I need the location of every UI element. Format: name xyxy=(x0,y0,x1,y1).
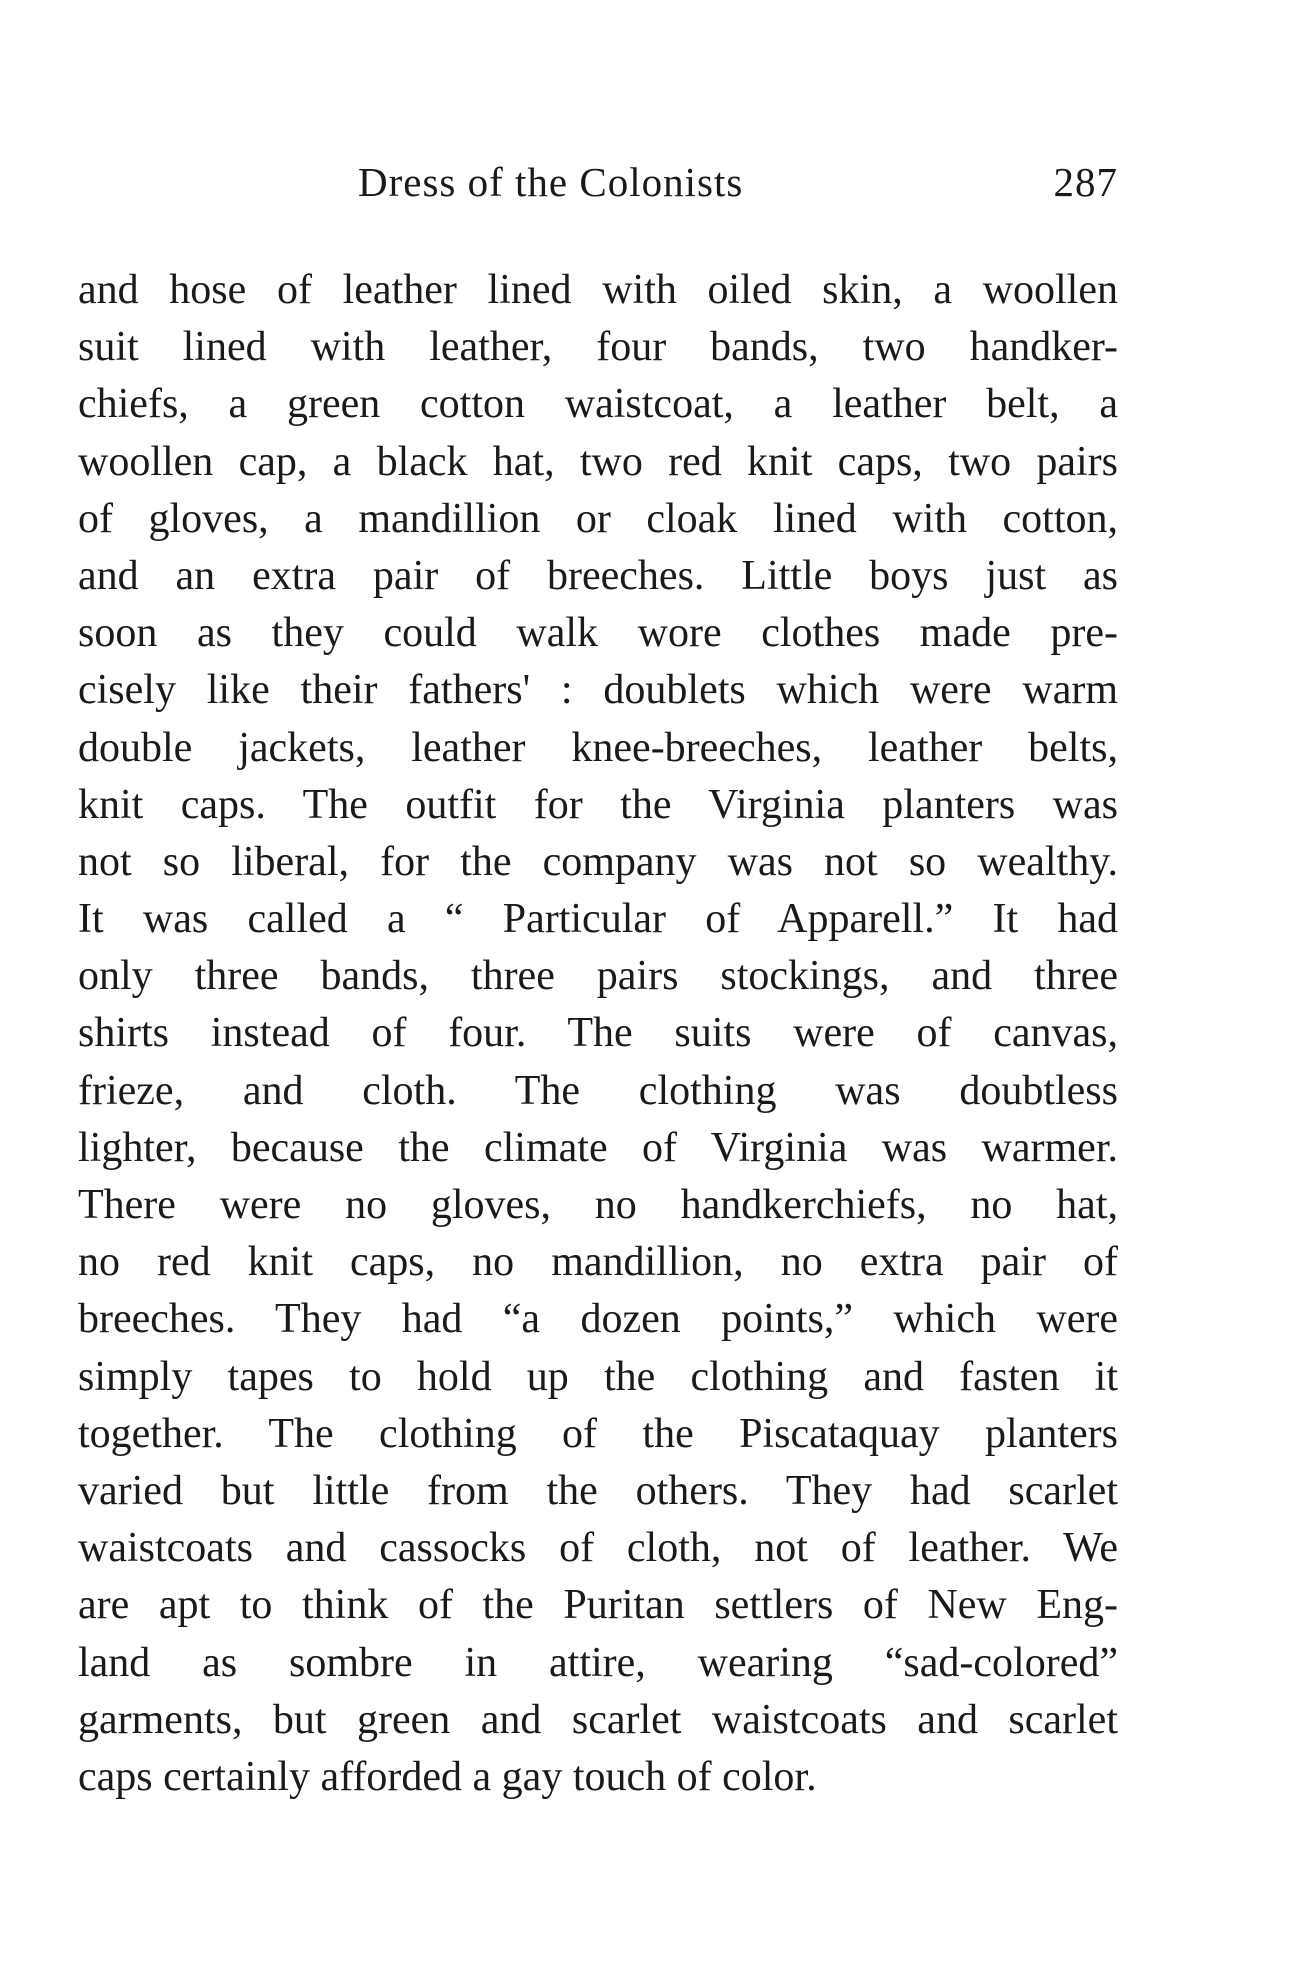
text-line: knit caps. The outfit for the Virginia planters was xyxy=(78,781,1118,828)
text-line: lighter, because the climate of Virginia was warmer. xyxy=(78,1124,1118,1171)
text-line: land as sombre in attire, wearing “sad-colored” xyxy=(78,1639,1118,1686)
text-line: chiefs, a green cotton waistcoat, a leather belt, a xyxy=(78,381,1118,428)
text-line: breeches. They had “a dozen points,” which were xyxy=(78,1296,1118,1343)
text-line: not so liberal, for the company was not so wealthy. xyxy=(78,838,1118,885)
text-line: frieze, and cloth. The clothing was doubtless xyxy=(78,1067,1118,1114)
text-line-last: caps certainly afforded a gay touch of color. xyxy=(78,1753,817,1800)
text-line: varied but little from the others. They had scarlet xyxy=(78,1467,1118,1514)
text-line: of gloves, a mandillion or cloak lined with cotton, xyxy=(78,495,1118,542)
page-number: 287 xyxy=(1053,159,1118,205)
text-line: and an extra pair of breeches. Little boys just as xyxy=(78,552,1118,599)
text-line: only three bands, three pairs stockings, and three xyxy=(78,953,1118,1000)
body-text xyxy=(78,262,1118,1806)
text-line: and hose of leather lined with oiled skin, a woollen xyxy=(78,267,1118,313)
text-line: soon as they could walk wore clothes made pre- xyxy=(78,610,1118,657)
text-line: waistcoats and cassocks of cloth, not of leather. We xyxy=(78,1525,1118,1572)
text-line: suit lined with leather, four bands, two handker- xyxy=(78,324,1118,371)
text-line: shirts instead of four. The suits were of canvas, xyxy=(78,1010,1118,1057)
text-line: no red knit caps, no mandillion, no extra pair of xyxy=(78,1239,1118,1286)
text-line: double jackets, leather knee-breeches, leather belts, xyxy=(78,724,1118,771)
text-line: cisely like their fathers' : doublets which were warm xyxy=(78,667,1118,714)
text-line: It was called a “ Particular of Apparell.” It had xyxy=(78,896,1118,943)
text-line: There were no gloves, no handkerchiefs, no hat, xyxy=(78,1182,1118,1228)
text-line: simply tapes to hold up the clothing and fasten it xyxy=(78,1353,1118,1400)
text-line: garments, but green and scarlet waistcoats and scarlet xyxy=(78,1696,1118,1743)
running-title: Dress of the Colonists xyxy=(358,159,744,205)
text-line: together. The clothing of the Piscataquay planters xyxy=(78,1410,1118,1457)
text-line: woollen cap, a black hat, two red knit caps, two pairs xyxy=(78,438,1118,485)
text-line: are apt to think of the Puritan settlers of New Eng- xyxy=(78,1582,1118,1629)
running-head xyxy=(78,158,1118,208)
